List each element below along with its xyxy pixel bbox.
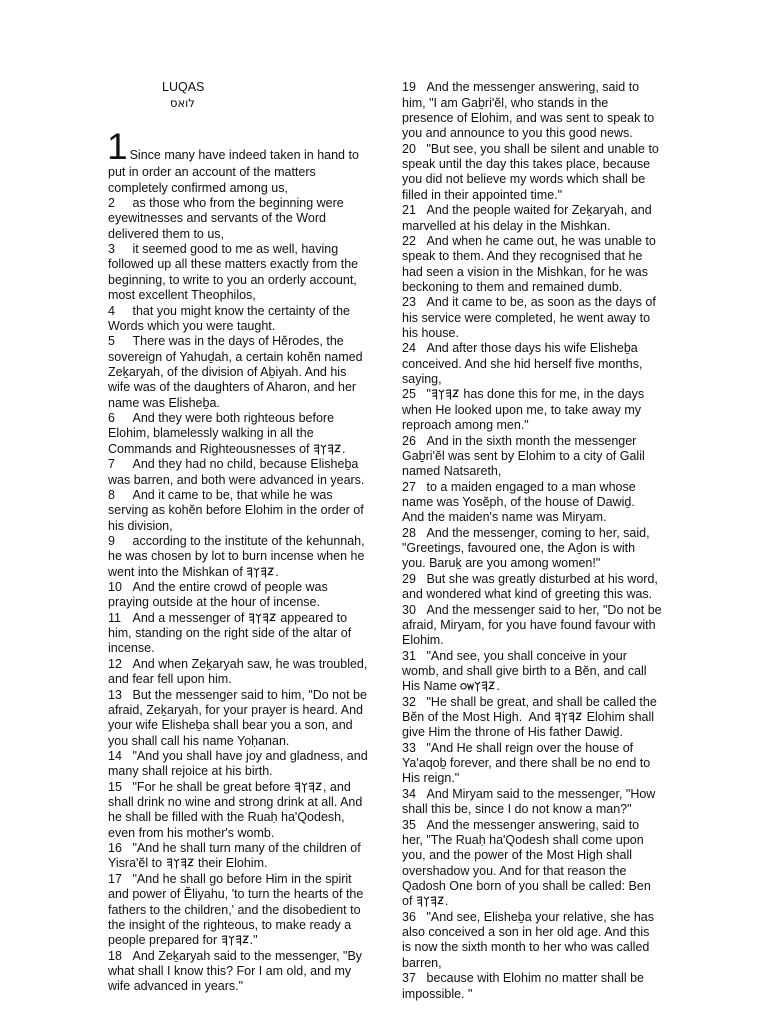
verse-continuation-line <box>108 626 398 641</box>
verse-continuation-line <box>402 864 732 879</box>
verse-number: 27 <box>402 479 416 494</box>
verse-continuation-line <box>108 918 398 933</box>
verse-text: and wondered what kind of greeting this was. <box>402 587 653 602</box>
verse-text: many shall rejoice at his birth. <box>108 764 273 779</box>
verse-text: And it came to be, as soon as the days of <box>426 295 656 310</box>
verse-number: 22 <box>402 233 416 248</box>
verse-continuation-line <box>108 672 398 687</box>
verse-text: Zeḵaryah, of the division of Aḇiyah. And his <box>108 364 347 379</box>
verse-line <box>108 841 398 856</box>
verse-number: 26 <box>402 433 416 448</box>
verse-line <box>108 580 398 595</box>
verse-line <box>402 387 732 402</box>
verse-continuation-line <box>402 925 732 940</box>
verse-number: 9 <box>108 533 115 548</box>
verse-text: His Name . <box>402 679 500 694</box>
verse-text: Elohim, blamelessly walking in all the <box>108 426 314 441</box>
paleo-hebrew-yhwh-glyph <box>248 611 277 626</box>
verse-text: beckoning to them and remained dumb. <box>402 279 623 294</box>
verse-text: And Miryam said to the messenger, "How <box>426 786 656 801</box>
verse-line <box>108 872 398 887</box>
book-title-line <box>108 80 398 95</box>
verse-line <box>402 971 732 986</box>
book-title: LUQAS <box>162 80 205 95</box>
verse-continuation-line <box>108 365 398 380</box>
verse-text: followed up all these matters exactly from the <box>108 257 359 272</box>
verse-number: 32 <box>402 694 416 709</box>
verse-continuation-line <box>402 725 732 740</box>
verse-text: speak until the day this takes place, because <box>402 157 651 172</box>
left-column <box>108 80 398 994</box>
verse-text: name was Yosĕph, of the house of Dawiḏ. <box>402 495 635 509</box>
verse-text: "But see, you shall be silent and unable to <box>426 141 659 156</box>
verse-line <box>402 203 732 218</box>
verse-text: barren, <box>402 955 442 970</box>
verse-text: his service were completed, he went away to <box>402 310 651 325</box>
verse-number: 23 <box>402 295 416 310</box>
verse-continuation-line <box>402 372 732 387</box>
book-title-hebrew-line <box>108 96 398 111</box>
verse-text: speak to them. And they recognised that he <box>402 249 643 264</box>
verse-line <box>402 910 732 925</box>
verse-continuation-line <box>402 848 732 863</box>
verse-continuation-line <box>402 449 732 464</box>
verse-text: "For he shall be great before , and <box>132 779 351 794</box>
verse-number: 2 <box>108 196 115 211</box>
verse-number: 21 <box>402 203 416 218</box>
verse-text: when He looked upon me, to take away my <box>402 402 642 417</box>
verse-text: and fear fell upon him. <box>108 672 232 687</box>
verse-text: "Greetings, favoured one, the Aḏon is with <box>402 541 636 556</box>
verse-text: of . <box>402 894 449 909</box>
verse-continuation-line <box>402 418 732 433</box>
verse-text: him, standing on the right side of the altar of <box>108 626 352 641</box>
verse-continuation-line <box>108 211 398 226</box>
verse-text: afraid, Zeḵaryah, for your prayer is heard. And <box>108 702 363 717</box>
verse-line <box>108 411 398 426</box>
verse-text: you, and the power of the Most High shall <box>402 848 632 863</box>
verse-line <box>108 488 398 503</box>
verse-text: you did not believe my words which shall be <box>402 172 646 187</box>
verse-text: name was Elisheḇa. <box>108 395 220 410</box>
verse-number: 18 <box>108 948 122 963</box>
verse-continuation-line <box>402 311 732 326</box>
verse-line <box>402 649 732 664</box>
verse-text: reproach among men." <box>402 418 529 433</box>
verse-number: 3 <box>108 242 115 257</box>
verse-number: 7 <box>108 457 115 472</box>
verse-text: beginning, to write to you an orderly account, <box>108 272 357 287</box>
verse-text: you shall call his name Yoḥanan. <box>108 733 290 748</box>
verse-text: to a maiden engaged to a man whose <box>426 479 636 494</box>
paleo-hebrew-yhwh-glyph <box>294 780 323 795</box>
verse-continuation-line <box>402 157 732 172</box>
verse-text: and power of Ĕliyahu, 'to turn the hearts of the <box>108 887 364 902</box>
verse-text: And they were both righteous before <box>132 411 335 426</box>
verse-continuation-line <box>402 357 732 372</box>
verse-text: And when he came out, he was unable to <box>426 233 656 248</box>
verse-text: And the messenger said to her, "Do not be <box>426 602 662 617</box>
verse-text: wife was of the daughters of Aharon, and her <box>108 380 357 395</box>
verse-text: Elohim. <box>402 633 444 648</box>
verse-text: And after those days his wife Elisheḇa <box>426 341 638 356</box>
verse-number: 4 <box>108 303 115 318</box>
verse-continuation-line <box>402 771 732 786</box>
verse-number: 31 <box>402 648 416 663</box>
verse-continuation-line <box>402 633 732 648</box>
verse-line <box>108 749 398 764</box>
verse-number: 20 <box>402 141 416 156</box>
verse-text: the insight of the righteous, to make ready a <box>108 917 352 932</box>
verse-continuation-line <box>402 802 732 817</box>
verse-text: "And he shall turn many of the children of <box>132 841 361 856</box>
verse-text: his division, <box>108 518 173 533</box>
verse-text: And Zeḵaryah said to the messenger, "By <box>132 948 363 963</box>
verse-continuation-line <box>108 165 398 180</box>
verse-text: "And he shall go before Him in the spirit <box>132 871 352 886</box>
verse-continuation-line <box>108 764 398 779</box>
verse-text: "And He shall reign over the house of <box>426 740 634 755</box>
verse-continuation-line <box>402 618 732 633</box>
verse-continuation-line <box>108 718 398 733</box>
verse-text: eyewitnesses and servants of the Word <box>108 211 326 226</box>
verse-continuation-line <box>402 464 732 479</box>
chapter-opening-line <box>107 111 398 168</box>
verse-text: afraid, Miryam, for you have found favour with <box>402 617 656 632</box>
verse-text: There was in the days of Hĕrodes, the <box>132 334 344 349</box>
verse-number: 11 <box>108 610 121 625</box>
verse-continuation-line <box>402 188 732 203</box>
verse-continuation-line <box>402 280 732 295</box>
verse-text: Words which you were taught. <box>108 318 276 333</box>
verse-continuation-line <box>108 734 398 749</box>
verse-continuation-line <box>402 126 732 141</box>
verse-line <box>108 780 398 795</box>
verse-text: Qadosh One born of you shall be called: Ben <box>402 878 651 893</box>
verse-continuation-line <box>402 664 732 679</box>
verse-line <box>402 741 732 756</box>
verse-continuation-line <box>402 894 732 909</box>
verse-number: 6 <box>108 411 115 426</box>
verse-line <box>402 818 732 833</box>
verse-text: completely confirmed among us, <box>108 180 288 195</box>
verse-text: overshadow you. And for that reason the <box>402 863 627 878</box>
verse-continuation-line <box>108 795 398 810</box>
verse-number: 36 <box>402 909 416 924</box>
verse-text: And the maiden's name was Miryam. <box>402 510 607 525</box>
verse-line <box>108 611 398 626</box>
verse-continuation-line <box>108 350 398 365</box>
verse-line <box>402 603 732 618</box>
paleo-hebrew-yhwh-glyph <box>246 565 275 580</box>
verse-text: And the messenger, coming to her, said, <box>426 525 650 540</box>
verse-continuation-line <box>108 396 398 411</box>
verse-line <box>108 534 398 549</box>
verse-line <box>108 242 398 257</box>
book-title-hebrew: לואס <box>170 95 195 110</box>
verse-continuation-line <box>108 565 398 580</box>
verse-continuation-line <box>108 826 398 841</box>
paleo-hebrew-yhwh-glyph <box>313 442 342 457</box>
verse-continuation-line <box>402 96 732 111</box>
verse-text: as those who from the beginning were <box>132 196 344 211</box>
verse-text: "And you shall have joy and gladness, and <box>132 748 368 763</box>
verse-text: even from his mother's womb. <box>108 825 275 840</box>
verse-continuation-line <box>402 587 732 602</box>
verse-text: her, "The Ruaḥ ha'Qodesh shall come upon <box>402 832 644 847</box>
verse-text: impossible. " <box>402 986 473 1001</box>
verse-text: And the people waited for Zeḵaryah, and <box>426 203 652 218</box>
verse-line <box>402 234 732 249</box>
verse-continuation-line <box>108 503 398 518</box>
verse-line <box>402 480 732 495</box>
verse-text: named Natsareth, <box>402 464 502 479</box>
verse-continuation-line <box>402 510 732 525</box>
verse-continuation-line <box>108 473 398 488</box>
verse-continuation-line <box>108 288 398 303</box>
verse-text: wife advanced in years." <box>108 979 244 994</box>
verse-number: 17 <box>108 871 122 886</box>
verse-text: sovereign of Yahuḏah, a certain kohĕn named <box>108 349 363 364</box>
verse-number: 28 <box>402 525 416 540</box>
verse-text: And the messenger answering, said to <box>426 80 640 95</box>
verse-text: shall this be, since I do not know a man?" <box>402 802 632 817</box>
verse-text: And a messenger of appeared to <box>132 610 348 625</box>
verse-number: 10 <box>108 580 122 595</box>
verse-number: 29 <box>402 571 416 586</box>
verse-continuation-line <box>108 595 398 610</box>
verse-continuation-line <box>402 541 732 556</box>
verse-text: people prepared for ." <box>108 933 258 948</box>
verse-text: And the entire crowd of people was <box>132 580 328 595</box>
verse-line <box>402 434 732 449</box>
verse-text: " has done this for me, in the days <box>426 387 645 402</box>
verse-line <box>402 295 732 310</box>
paleo-hebrew-yhwh-glyph <box>554 710 583 725</box>
verse-text: But the messenger said to him, "Do not be <box>132 687 367 702</box>
verse-text: Bĕn of the Most High. And Elohim shall <box>402 710 655 725</box>
verse-number: 16 <box>108 841 122 856</box>
verse-continuation-line <box>108 979 398 994</box>
verse-continuation-line <box>108 380 398 395</box>
verse-continuation-line <box>402 679 732 694</box>
verse-line <box>402 341 732 356</box>
verse-continuation-line <box>402 940 732 955</box>
verse-continuation-line <box>402 710 732 725</box>
verse-text: Gaḇri'ĕl was sent by Elohim to a city of Galil <box>402 448 645 463</box>
verse-text: praying outside at the hour of incense. <box>108 595 320 610</box>
verse-text: what shall I know this? For I am old, and my <box>108 964 352 978</box>
verse-continuation-line <box>108 549 398 564</box>
verse-text: "And see, you shall conceive in your <box>426 648 627 663</box>
verse-text: went into the Mishkan of . <box>108 564 279 579</box>
verse-continuation-line <box>108 703 398 718</box>
verse-text: you and announce to you this good news. <box>402 126 633 141</box>
verse-text: saying, <box>402 372 442 387</box>
verse-text: you. Baruḵ are you among women!" <box>402 556 601 571</box>
verse-continuation-line <box>108 641 398 656</box>
verse-continuation-line <box>108 181 398 196</box>
verse-continuation-line <box>108 426 398 441</box>
verse-text: is now the sixth month to her who was called <box>402 940 650 955</box>
verse-text: that you might know the certainty of the <box>132 303 350 318</box>
verse-number: 37 <box>402 971 416 986</box>
verse-continuation-line <box>108 257 398 272</box>
verse-text: fathers to the children,' and the disobedient to <box>108 902 361 917</box>
verse-text: presence of Elohim, and was sent to speak to <box>402 111 655 126</box>
verse-text: serving as kohĕn before Elohim in the order of <box>108 503 364 518</box>
verse-continuation-line <box>402 265 732 280</box>
verse-continuation-line <box>402 987 732 1002</box>
verse-number: 8 <box>108 487 115 502</box>
verse-text: His reign." <box>402 771 460 786</box>
verse-text: shall drink no wine and strong drink at all. And <box>108 795 363 810</box>
chapter-number: 1 <box>107 126 128 168</box>
verse-continuation-line <box>108 442 398 457</box>
verse-text: And it came to be, that while he was <box>132 487 333 502</box>
verse-continuation-line <box>402 172 732 187</box>
verse-continuation-line <box>402 756 732 771</box>
verse-continuation-line <box>108 319 398 334</box>
verse-continuation-line <box>402 495 732 510</box>
verse-line <box>108 304 398 319</box>
verse-text: was barren, and both were advanced in years. <box>108 472 365 487</box>
verse-continuation-line <box>402 556 732 571</box>
verse-number: 35 <box>402 817 416 832</box>
verse-text: Ya'aqoḇ forever, and there shall be no end to <box>402 756 651 771</box>
verse-line <box>108 949 398 964</box>
verse-continuation-line <box>402 111 732 126</box>
paleo-hebrew-yhwh-glyph <box>416 894 445 909</box>
verse-text: But she was greatly disturbed at his word, <box>426 571 658 586</box>
verse-text: delivered them to us, <box>108 226 225 241</box>
verse-number: 13 <box>108 687 122 702</box>
verse-text: had seen a vision in the Mishkan, for he was <box>402 264 648 279</box>
verse-text: "He shall be great, and shall be called the <box>426 694 657 709</box>
verse-continuation-line <box>108 964 398 979</box>
verse-continuation-line <box>402 956 732 971</box>
verse-text: his house. <box>402 326 459 341</box>
verse-line <box>108 657 398 672</box>
verse-text: And in the sixth month the messenger <box>426 433 637 448</box>
verse-number: 14 <box>108 748 122 763</box>
verse-line <box>402 695 732 710</box>
verse-continuation-line <box>402 249 732 264</box>
paleo-hebrew-yhwh-glyph <box>431 387 460 402</box>
verse-continuation-line <box>402 219 732 234</box>
verse-text: Commands and Righteousnesses of . <box>108 441 346 456</box>
paleo-hebrew-yahushua-glyph <box>460 679 496 694</box>
verse-text: And the messenger answering, said to <box>426 817 640 832</box>
verse-text: Yisra'ĕl to their Elohim. <box>108 856 268 871</box>
verse-text: put in order an account of the matters <box>108 165 316 180</box>
verse-text: your wife Elisheḇa shall bear you a son, and <box>108 718 353 733</box>
verse-number: 15 <box>108 779 122 794</box>
verse-line <box>108 196 398 211</box>
verse-continuation-line <box>108 519 398 534</box>
verse-line <box>402 526 732 541</box>
verse-text: it seemed good to me as well, having <box>132 242 339 257</box>
verse-number: 19 <box>402 80 416 95</box>
verse-line <box>402 572 732 587</box>
verse-text: incense. <box>108 641 155 656</box>
verse-number: 12 <box>108 656 122 671</box>
verse-text: most excellent Theophilos, <box>108 288 256 303</box>
verse-text: And they had no child, because Elisheḇa <box>132 457 359 472</box>
verse-line <box>402 142 732 157</box>
paleo-hebrew-yhwh-glyph <box>221 933 250 948</box>
verse-text: he shall be filled with the Ruaḥ ha'Qodesh, <box>108 810 345 825</box>
verse-text: womb, and shall give birth to a Bĕn, and call <box>402 663 647 678</box>
verse-text: give Him the throne of His father Dawiḏ. <box>402 725 623 740</box>
verse-text: him, "I am Gaḇri'ĕl, who stands in the <box>402 95 609 110</box>
verse-text: And when Zeḵaryah saw, he was troubled, <box>132 656 368 671</box>
verse-text: he was chosen by lot to burn incense when he <box>108 549 365 564</box>
verse-number: 5 <box>108 334 115 349</box>
verse-text: conceived. And she hid herself five months, <box>402 356 643 371</box>
verse-continuation-line <box>108 887 398 902</box>
verse-continuation-line <box>108 273 398 288</box>
verse-continuation-line <box>402 326 732 341</box>
verse-number: 24 <box>402 341 416 356</box>
verse-line <box>108 334 398 349</box>
verse-line <box>402 80 732 95</box>
verse-continuation-line <box>108 903 398 918</box>
paleo-hebrew-yhwh-glyph <box>166 856 195 871</box>
verse-text: marvelled at his delay in the Mishkan. <box>402 218 611 233</box>
verse-text: Since many have indeed taken in hand to <box>129 148 359 163</box>
verse-text: also conceived a son in her old age. And this <box>402 925 650 940</box>
verse-line <box>108 688 398 703</box>
verse-text: filled in their appointed time." <box>402 187 563 202</box>
verse-continuation-line <box>402 403 732 418</box>
verse-number: 33 <box>402 740 416 755</box>
verse-text: "And see, Elisheḇa your relative, she has <box>426 909 654 924</box>
verse-number: 30 <box>402 602 416 617</box>
verse-continuation-line <box>108 227 398 242</box>
verse-line <box>402 787 732 802</box>
verse-text: because with Elohim no matter shall be <box>426 971 644 986</box>
verse-continuation-line <box>108 856 398 871</box>
verse-text: according to the institute of the kehunnah, <box>132 533 365 548</box>
verse-continuation-line <box>402 833 732 848</box>
verse-continuation-line <box>108 810 398 825</box>
verse-line <box>108 457 398 472</box>
verse-number: 34 <box>402 786 416 801</box>
verse-number: 25 <box>402 387 416 402</box>
right-column <box>402 80 732 1002</box>
verse-continuation-line <box>108 933 398 948</box>
verse-continuation-line <box>402 879 732 894</box>
